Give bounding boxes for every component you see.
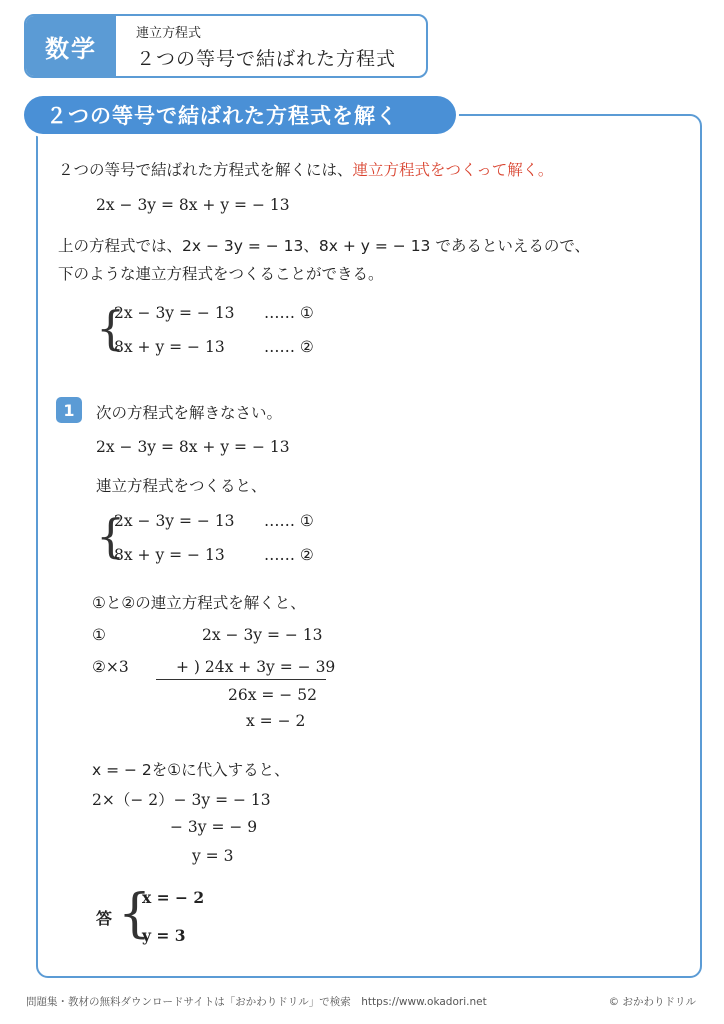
footer-copyright: © おかわりドリル [608,996,696,1008]
addition-rule [156,679,326,680]
make-system-text: 連立方程式をつくると、 [96,477,267,495]
answer-y: y = 3 [142,926,186,945]
worksheet-header [24,14,428,78]
sum-equation: 26x = − 52 [228,686,317,704]
step-3: y = 3 [192,847,234,865]
problem-instruction: 次の方程式を解きなさい。 [96,404,283,422]
answer-x: x = − 2 [142,888,205,907]
category-label: 連立方程式 [136,26,202,41]
system-mark-1: …… ① [264,304,314,322]
section-banner: ２つの等号で結ばれた方程式を解く [24,96,456,134]
explain-line-1: 上の方程式では、2x − 3y = − 13、8x + y = − 13 であるといえるので、 [58,237,591,255]
answer-label: 答 [96,909,113,928]
row2-label: ②×3 [92,658,129,676]
answer-brace: { [118,884,152,944]
worksheet-title: ２つの等号で結ばれた方程式 [136,48,397,70]
system-equation-1: 2x − 3y = − 13 [114,304,235,322]
row1-equation: 2x − 3y = − 13 [202,626,323,644]
problem-system-brace: { [96,509,126,563]
problem-equation: 2x − 3y = 8x + y = − 13 [96,438,290,456]
system-brace: { [96,301,126,355]
problem-system-mark-1: …… ① [264,512,314,530]
problem-system-equation-2: 8x + y = − 13 [114,546,225,564]
solve-text: ①と②の連立方程式を解くと、 [92,594,306,612]
x-equation: x = − 2 [246,712,306,730]
row1-label: ① [92,626,106,644]
step-2: − 3y = − 9 [170,818,258,836]
row2-equation: + ) 24x + 3y = − 39 [176,658,336,676]
substitute-text: x = − 2を①に代入すると、 [92,761,290,779]
footer-site-text: 問題集・教材の無料ダウンロードサイトは「おかわりドリル」で検索 https://www.okadori.net [26,996,487,1008]
problem-system-mark-2: …… ② [264,546,314,564]
intro-highlight: 連立方程式をつくって解く。 [352,161,554,179]
intro-text [58,158,553,180]
problem-number-badge: 1 [56,397,82,423]
example-equation: 2x − 3y = 8x + y = − 13 [96,196,290,214]
explain-line-2: 下のような連立方程式をつくることができる。 [58,265,384,283]
problem-system-equation-1: 2x − 3y = − 13 [114,512,235,530]
step-1: 2×（− 2）− 3y = − 13 [92,791,271,809]
system-mark-2: …… ② [264,338,314,356]
subject-label: 数学 [26,16,116,76]
intro-prefix: ２つの等号で結ばれた方程式を解くには、 [58,161,353,179]
system-equation-2: 8x + y = − 13 [114,338,225,356]
